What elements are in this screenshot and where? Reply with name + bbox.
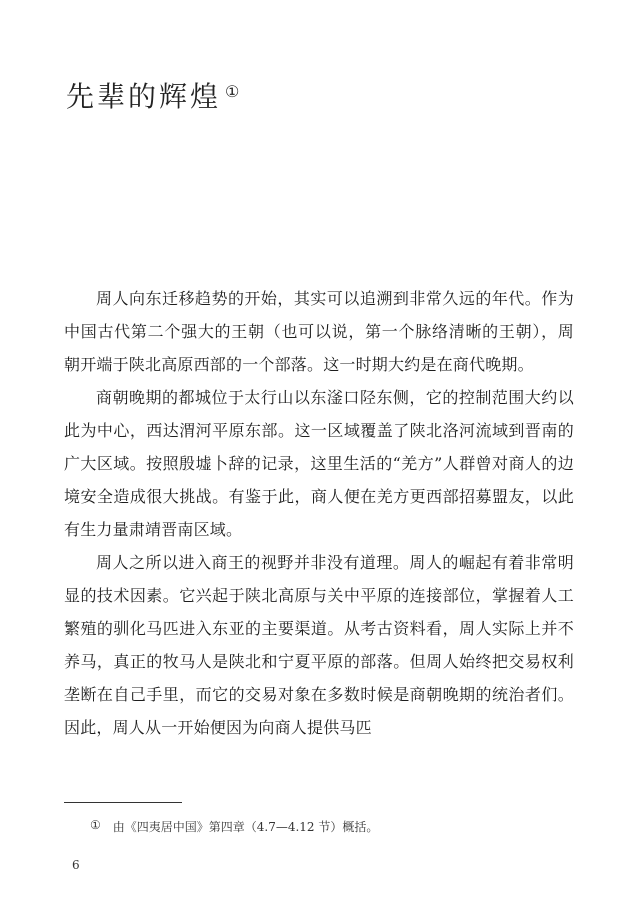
footnote-divider [64,802,182,803]
title-footnote-marker: ① [225,82,240,101]
chapter-title: 先辈的辉煌 [66,80,222,113]
main-text [64,282,574,744]
footnote-marker: ① [90,818,101,832]
paragraph: 周人之所以进入商王的视野并非没有道理。周人的崛起有着非常明显的技术因素。它兴起于陕北高原与关中平原的连接部位，掌握着人工繁殖的驯化马匹进入东亚的主要渠道。从考古资料看，周人实际上并不养马，真正的牧马人是陕北和宁夏平原的部落。但周人始终把交易权利垄断在自己手里，而它的交易对象在多数时候是商朝晚期的统治者们。因此，周人从一开始便因为向商人提供马匹 [64,553,574,737]
paragraph: 商朝晚期的都城位于太行山以东滏口陉东侧，它的控制范围大约以此为中心，西达渭河平原东部。这一区域覆盖了陕北洛河流域到晋南的广大区域。按照殷墟卜辞的记录，这里生活的“羌方”人群曾对商人的边境安全造成很大挑战。有鉴于此，商人便在羌方更西部招募盟友，以此有生力量肃靖晋南区域。 [64,388,574,539]
page-number: 6 [72,858,80,872]
paragraph: 周人向东迁移趋势的开始，其实可以追溯到非常久远的年代。作为中国古代第二个强大的王朝（也可以说，第一个脉络清晰的王朝），周朝开端于陕北高原西部的一个部落。这一时期大约是在商代晚期。 [64,289,574,374]
chapter-heading [66,80,239,114]
footnote [90,818,378,835]
footnote-text: 由《四夷居中国》第四章（4.7—4.12 节）概括。 [112,820,379,834]
